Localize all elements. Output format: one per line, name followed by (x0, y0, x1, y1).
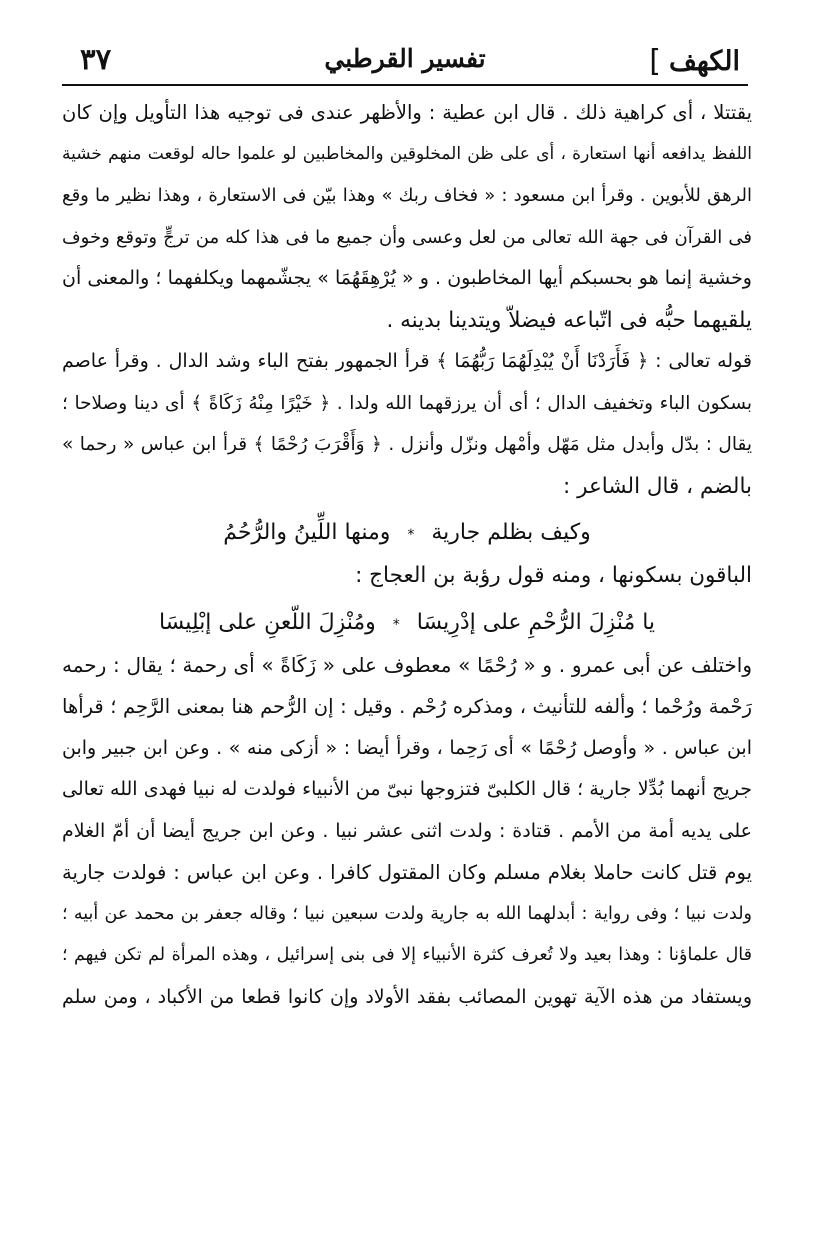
text-line: الباقون بسكونها ، ومنه قول رؤبة بن العجاج : (355, 563, 752, 588)
verse-separator: * (392, 616, 400, 633)
text-line: يلقيهما حبُّه فى اتّباعه فيضلاّ ويتدينا بدينه . (386, 307, 752, 333)
text-line: وخشية إنما هو بحسبكم أيها المخاطبون . و « يُرْهِقَهُمَا » يجشّمهما ويكلفهما ؛ والمعنى أن (62, 267, 752, 289)
poetry-verse-2 (62, 597, 752, 645)
text-line: بالضم ، قال الشاعر : (563, 473, 752, 499)
page-body (62, 92, 752, 1222)
text-line: يقتتلا ، أى كراهية ذلك . قال ابن عطية : والأظهر عندى فى توجيه هذا التأويل وإن كان (62, 101, 752, 124)
text-line: على يديه أمة من الأمم . قتادة : ولدت اثنى عشر نبيا . وعن ابن جريج أيضا أن أمّ الغلام (62, 819, 752, 842)
text-line: ولدت نبيا ؛ وفى رواية : أبدلهما الله به جارية ولدت سبعين نبيا ؛ وقاله جعفر بن محمد عن أبيه ؛ (62, 903, 752, 924)
text-line: رَحْمة ورُحْما ؛ وألفه للتأنيث ، ومذكره رُحْم . وقيل : إن الرُّحم هنا بمعنى الرَّحِم ؛ قرأها (62, 695, 752, 718)
text-line: يوم قتل كانت حاملا بغلام مسلم وكان المقتول كافرا . وعن ابن عباس : فولدت جارية (62, 861, 752, 884)
text-line: اللفظ يدافعه أنها استعارة ، أى على ظن المخلوقين والمخاطبين لو علموا حاله لوقعت منهم خشية (62, 143, 752, 164)
header-bracket: ] (649, 44, 661, 79)
text-line: ابن عباس . « وأوصل رُحْمًا » أى رَحِما ، وقرأ أيضا : « أزكى منه » . وعن ابن جبير وابن (62, 736, 752, 759)
verse-hemistich-second: ومنها اللِّينُ والرُّحُمُ (223, 520, 391, 545)
text-line: واختلف عن أبى عمرو . و « رُحْمًا » معطوف على « زَكَاةً » أى رحمة ؛ يقال : رحمه (62, 652, 752, 677)
book-title: تفسير القرطبي (324, 44, 486, 73)
page-number: ٣٧ (80, 42, 112, 76)
poetry-verse-1 (62, 507, 752, 555)
text-line: جريج أنهما بُدِّلا جارية ؛ قال الكلبىّ فتزوجها نبىّ من الأنبياء فولدت له نبيا فهدى الله تعالى (62, 778, 752, 800)
text-line: بسكون الباء وتخفيف الدال ؛ أى أن يرزقهما الله ولدا . ﴿ خَيْرًا مِنْهُ زَكَاةً ﴾ أى دينا وصلاحا ؛ (62, 392, 752, 414)
verse-separator: * (407, 527, 415, 543)
verse-hemistich-first: وكيف بظلم جارية (431, 520, 591, 545)
page-header (62, 38, 748, 86)
text-line: الرهق للأبوين . وقرأ ابن مسعود : « فخاف ربك » وهذا بيّن فى الاستعارة ، وهذا نظير ما وقع (62, 185, 752, 206)
verse-hemistich-second: ومُنْزِلَ اللّعنِ على إبْلِيسَا (158, 609, 376, 635)
verse-hemistich-first: يا مُنْزِلَ الرُّحْمِ على إدْرِيسَا (416, 609, 656, 635)
text-line: قال علماؤنا : وهذا بعيد ولا تُعرف كثرة الأنبياء إلا فى بنى إسرائيل ، وهذه المرأة لم تكن فيهم ؛ (62, 945, 752, 965)
text-line: فى القرآن فى جهة الله تعالى من لعل وعسى وأن جميع ما فى هذا كله من ترجٍّ وتوقع وخوف (62, 226, 752, 248)
text-line: قوله تعالى : ﴿ فَأَرَدْنَا أَنْ يُبْدِلَهُمَا رَبُّهُمَا ﴾ قرأ الجمهور بفتح الباء وشد الدال . وقرأ عاصم (62, 350, 752, 372)
surah-name: الكهف (668, 46, 740, 77)
text-line: ويستفاد من هذه الآية تهوين المصائب بفقد الأولاد وإن كانوا قطعا من الأكباد ، ومن سلم (62, 985, 752, 1008)
text-line: يقال : بدّل وأبدل مثل مَهّل وأمْهل ونزّل وأنزل . ﴿ وَأَقْرَبَ رُحْمًا ﴾ قرأ ابن عباس « رحما » (62, 434, 752, 455)
